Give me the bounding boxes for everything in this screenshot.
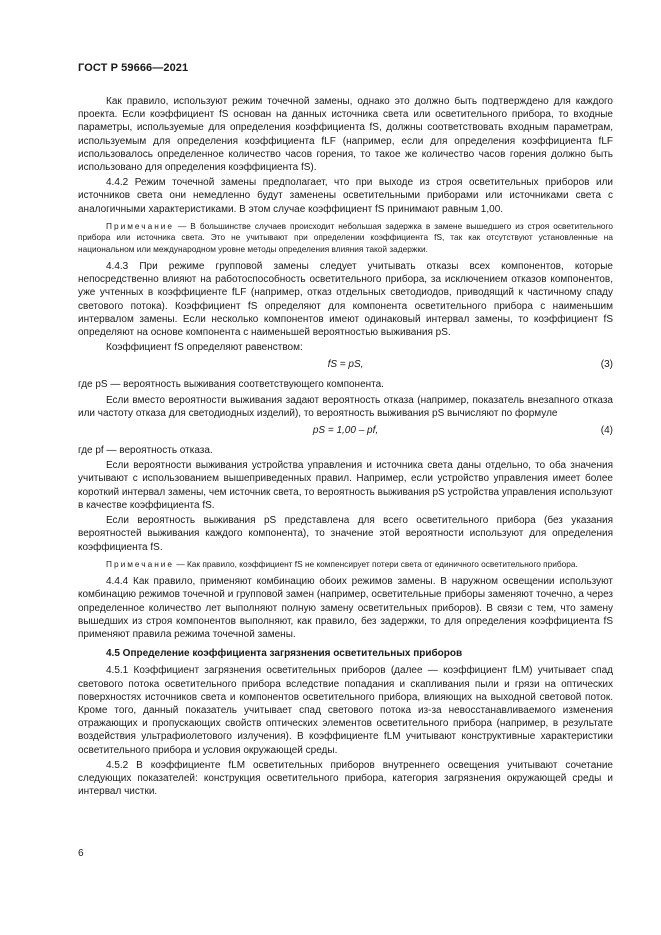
paragraph: 4.5.1 Коэффициент загрязнения осветительных приборов (далее — коэффициент fLM) учитывает спад светового потока осветительного прибора вследствие попадания и скапливания пыли и грязи на оптических поверхностях источников света и компонентов осветительного прибора, влияющих на выходной световой поток. Кроме того, данный показатель учитывает спад светового потока из-за невосстанавливаемого изменения отражающих и пропускающих свойств оптических элементов осветительного прибора (например, в результате воздействия ультрафиолетового излучения). В коэффициенте fLM учитывают конструктивные характеристики осветительного прибора и условия окружающей среды.: [78, 665, 613, 756]
paragraph: Если вероятности выживания устройства управления и источника света даны отдельно, то оба значения учитывают с использованием вышеприведенных правил. Например, если устройство управления имеет более короткий интервал замены, чем источник света, то вероятность выживания pS устройства управления используют в качестве коэффициента fS.: [78, 460, 613, 511]
paragraph: где pS — вероятность выживания соответствующего компонента.: [78, 379, 384, 391]
formula-number: (4): [600, 425, 613, 437]
document-body: [78, 95, 613, 800]
paragraph: Если вместо вероятности выживания задают вероятность отказа (например, показатель внезапного отказа или частоту отказа для светодиодных изделий), то вероятность выживания pS вычисляют по формуле: [78, 394, 613, 419]
note: [78, 559, 613, 570]
note-label: Примечание: [106, 220, 175, 231]
formula-4: [78, 424, 613, 441]
note-label: Примечание: [106, 558, 175, 569]
formula-expression: fS = pS,: [327, 359, 364, 371]
section-heading: 4.5 Определение коэффициента загрязнения осветительных приборов: [106, 648, 463, 660]
page-number: 6: [78, 848, 84, 859]
formula-3: [78, 358, 613, 375]
paragraph: Как правило, используют режим точечной замены, однако это должно быть подтверждено для каждого проекта. Если коэффициент fS основан на данных источника света или осветительного прибора, то входные параметры, используемые для определения коэффициента fS, должны соответствовать входным параметрам, используемым для определения коэффициента fLF (например, если для определения коэффициента fLF использовалось определенное количество часов горения, то такое же количество часов горения должно быть использовано для определения коэффициента fS).: [78, 96, 613, 174]
note-text: — Как правило, коэффициент fS не компенсирует потери света от единичного осветительного прибора.: [176, 558, 578, 569]
paragraph: 4.5.2 В коэффициенте fLM осветительных приборов внутреннего освещения учитывают сочетание следующих показателей: конструкция осветительного прибора, категория загрязнения окружающей среды и интервал чистки.: [78, 759, 613, 798]
formula-expression: pS = 1,00 – pf,: [312, 425, 379, 437]
note: [78, 221, 613, 255]
paragraph: 4.4.3 При режиме групповой замены следует учитывать отказы всех компонентов, которые непосредственно влияют на работоспособность осветительного прибора, за исключением отказов компонентов, уже учтенных в коэффициенте fLF (например, отказ отдельных светодиодов, приводящий к частичному спаду светового потока). Коэффициент fS определяют для компонента осветительного прибора с наименьшим интервалом замены. Если несколько компонентов имеют одинаковый интервал замены, то коэффициент fS определяют на основе компонента с наименьшей вероятностью выживания pS.: [78, 261, 613, 339]
paragraph: 4.4.4 Как правило, применяют комбинацию обоих режимов замены. В наружном освещении используют комбинацию режимов точечной и групповой замен (например, осветительные приборы заменяют точечно, а через определенное количество лет выполняют полную замену осветительных приборов). В связи с тем, что замену вышедших из строя компонентов выполняют, как правило, без задержки, то для определения коэффициента fS применяют правила режима точечной замены.: [78, 576, 613, 640]
paragraph: где pf — вероятность отказа.: [78, 445, 213, 457]
document-header: ГОСТ Р 59666—2021: [78, 62, 189, 74]
paragraph: 4.4.2 Режим точечной замены предполагает, что при выходе из строя осветительных приборов или источников света они немедленно будут заменены осветительными приборами или источниками света с аналогичными характеристиками. В этом случае коэффициент fS принимают равным 1,00.: [78, 177, 613, 215]
note-text: — В большинстве случаев происходит небольшая задержка в замене вышедшего из строя осветительного прибора или источника света. Это не учитывают при определении коэффициента fS, так как отсутствуют установленные на национальном или международном уровне методы определения влияния такой задержки.: [78, 220, 613, 254]
formula-number: (3): [600, 359, 613, 371]
paragraph: Коэффициент fS определяют равенством:: [106, 342, 303, 354]
paragraph: Если вероятность выживания pS представлена для всего осветительного прибора (без указания вероятностей выживания каждого компонента), то значение этой вероятности используют для определения коэффициента fS.: [78, 515, 613, 553]
